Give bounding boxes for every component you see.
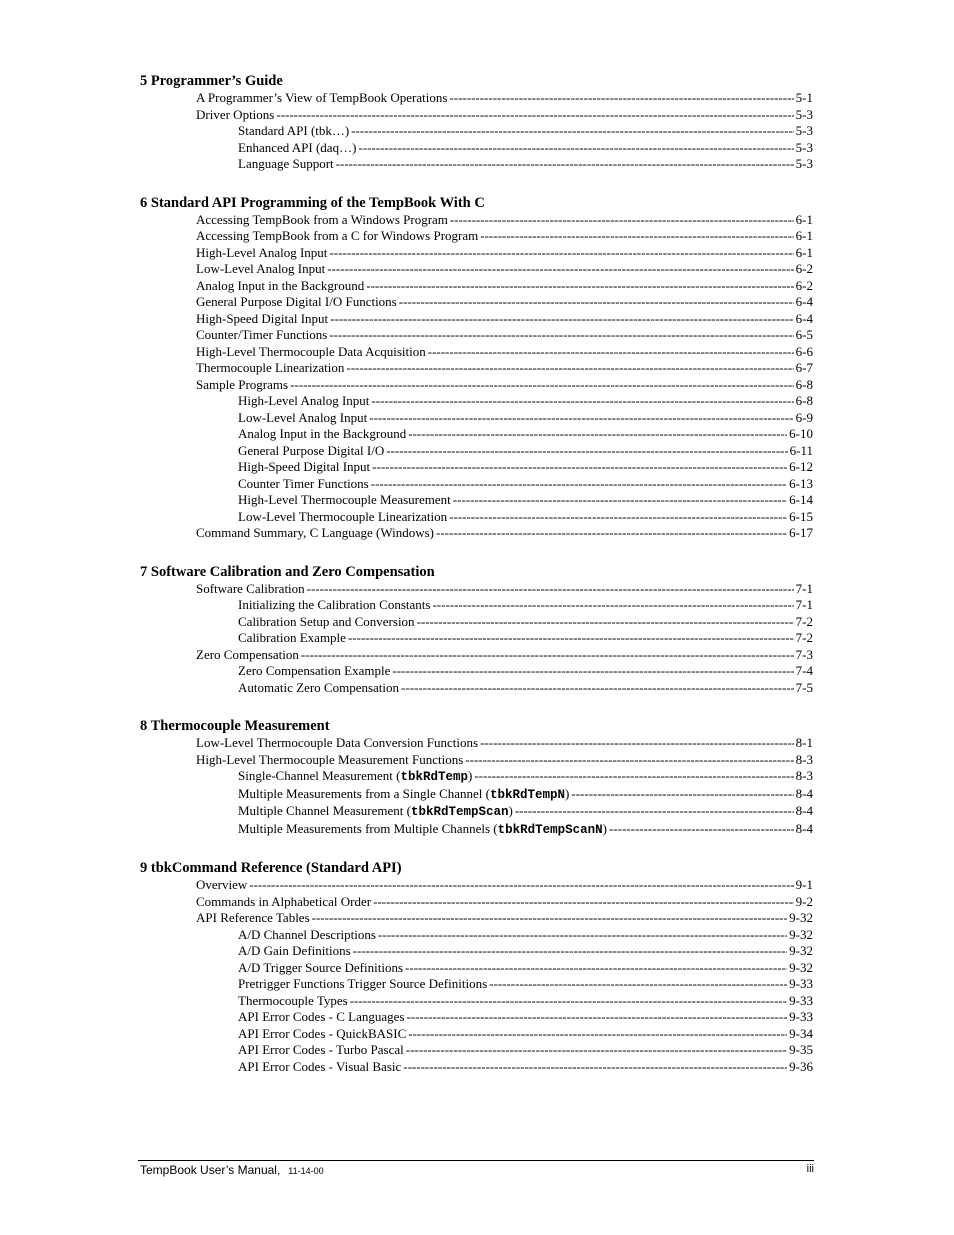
toc-entry-text: Single-Channel Measurement ( (238, 768, 401, 783)
toc-entry[interactable] (140, 1009, 813, 1026)
toc-page-number: 6-2 (795, 261, 813, 276)
toc-leader (449, 509, 787, 526)
toc-entry-text: High-Level Thermocouple Measurement Functions (196, 751, 464, 767)
toc-page-number: 6-8 (795, 376, 813, 392)
toc-entry-title (238, 614, 415, 631)
toc-entry-text-suffix: ) (467, 768, 473, 783)
toc-page-number: 9-32 (789, 943, 813, 958)
toc-page-number: 7-2 (795, 630, 813, 645)
toc-entry-title (238, 410, 367, 427)
toc-page-number: 9-32 (789, 910, 813, 925)
toc-leader (353, 943, 788, 960)
toc-entry[interactable] (140, 90, 813, 107)
footer-divider (138, 1160, 814, 1161)
toc-entry-text: Zero Compensation Example (238, 663, 391, 678)
toc-entry-text: Calibration Setup and Conversion (238, 613, 415, 629)
toc-entry-text: Commands in Alphabetical Order (196, 893, 372, 909)
toc-entry-text: High-Level Analog Input (238, 393, 370, 408)
toc-leader (350, 993, 787, 1010)
chapter-section (140, 860, 813, 1075)
chapter-section (140, 195, 813, 542)
toc-entry-title (238, 140, 356, 157)
toc-entry[interactable] (140, 156, 813, 173)
toc-page-number: 9-34 (789, 1025, 813, 1041)
toc-page-number: 6-7 (795, 360, 813, 375)
toc-entry[interactable] (140, 927, 813, 944)
toc-leader (474, 768, 793, 785)
toc-entry[interactable] (140, 993, 813, 1010)
toc-entry-function-name: tbkRdTemp (400, 770, 468, 784)
toc-entry-title (238, 1009, 404, 1026)
toc-leader (378, 927, 787, 944)
toc-page-number: 9-33 (789, 992, 813, 1008)
toc-page-number: 7-3 (795, 646, 813, 662)
toc-entry-text: API Error Codes - C Languages (238, 1009, 405, 1024)
toc-entry-text: Pretrigger Functions Trigger Source Definitions (238, 976, 488, 991)
toc-entry-text: API Error Codes - Visual Basic (238, 1058, 402, 1074)
toc-entry-text: A/D Channel Descriptions (238, 926, 376, 942)
toc-leader (312, 910, 788, 927)
toc-leader (408, 426, 787, 443)
chapter-section (140, 73, 813, 173)
toc-entry-title (196, 107, 274, 124)
toc-page-number: 6-17 (789, 525, 813, 540)
toc-entry-text: Counter Timer Functions (238, 475, 369, 491)
toc-entry[interactable] (140, 894, 813, 911)
chapter-title[interactable]: 5 Programmer’s Guide (140, 73, 283, 89)
toc-page-number: 8-4 (795, 820, 813, 836)
toc-leader (351, 123, 793, 140)
toc-page-number: 9-33 (789, 1009, 813, 1024)
toc-leader (453, 492, 787, 509)
toc-entry[interactable] (140, 786, 813, 804)
toc-entry-title (196, 877, 247, 894)
toc-entry[interactable] (140, 663, 813, 680)
toc-entry[interactable] (140, 509, 813, 526)
toc-page-number: 7-1 (795, 580, 813, 596)
toc-entry-text: Low-Level Analog Input (196, 261, 326, 276)
toc-leader (432, 597, 793, 614)
toc-entry-title (238, 492, 451, 509)
toc-entry-text: Command Summary, C Language (Windows) (196, 525, 435, 540)
toc-entry-title (238, 960, 403, 977)
toc-leader (348, 630, 794, 647)
toc-entry-title (196, 581, 305, 598)
toc-entry[interactable] (140, 680, 813, 697)
toc-page-number: 6-13 (789, 475, 813, 491)
toc-page-number: 7-5 (795, 679, 813, 695)
toc-entry-title (238, 123, 349, 140)
toc-page-number: 8-1 (795, 735, 813, 750)
toc-entry-title (196, 228, 478, 245)
toc-page-number: 6-5 (795, 327, 813, 342)
toc-page-number: 5-3 (795, 139, 813, 155)
toc-entry-function-name: tbkRdTempScanN (497, 822, 603, 837)
toc-leader (346, 360, 793, 377)
chapter-section (140, 564, 813, 697)
toc-entry[interactable] (140, 1059, 813, 1076)
toc-entry-title (238, 663, 390, 680)
toc-entry-title (238, 509, 447, 526)
toc-entry-title (238, 680, 399, 697)
toc-leader (373, 894, 794, 911)
toc-page-number: 6-4 (795, 310, 813, 326)
toc-page-number: 6-2 (795, 277, 813, 293)
toc-entry-title (196, 327, 327, 344)
toc-entry-title (238, 156, 334, 173)
toc-entry[interactable] (140, 393, 813, 410)
toc-page-number: 6-6 (795, 343, 813, 359)
toc-entry-text-suffix: ) (602, 820, 607, 836)
chapter-title[interactable]: 8 Thermocouple Measurement (140, 718, 330, 734)
toc-leader (366, 278, 793, 295)
toc-entry-text: Multiple Measurements from a Single Channel ( (238, 785, 491, 801)
toc-entry[interactable] (140, 943, 813, 960)
toc-page-number: 6-15 (789, 508, 813, 524)
toc-entry[interactable] (140, 140, 813, 157)
toc-entry-text: Automatic Zero Compensation (238, 679, 400, 695)
toc-entry-text: API Error Codes - QuickBASIC (238, 1025, 407, 1041)
toc-entry[interactable] (140, 976, 813, 993)
toc-page-number: 6-1 (795, 244, 813, 260)
toc-entry-title (196, 752, 463, 769)
toc-leader (336, 156, 794, 173)
toc-page-number: 6-10 (789, 426, 813, 441)
toc-entry-function-name: tbkRdTempScan (410, 805, 509, 819)
toc-entry-title (196, 311, 328, 328)
toc-entry-text: Low-Level Thermocouple Data Conversion Functions (196, 735, 479, 750)
toc-entry-text: Multiple Channel Measurement ( (238, 803, 411, 818)
toc-entry-text: Multiple Measurements from Multiple Channels ( (238, 820, 498, 836)
toc-page-number: 5-3 (795, 123, 813, 138)
toc-entry-title (238, 476, 369, 493)
toc-entry[interactable] (140, 597, 813, 614)
toc-entry-title (196, 894, 371, 911)
toc-entry-title (196, 212, 448, 229)
toc-entry-title (238, 943, 351, 960)
toc-page-number: 9-32 (789, 959, 813, 975)
toc-entry[interactable] (140, 821, 813, 839)
toc-leader (405, 960, 787, 977)
toc-leader (301, 647, 794, 664)
toc-entry[interactable] (140, 228, 813, 245)
toc-entry-title (238, 786, 569, 804)
toc-entry-title (238, 426, 406, 443)
toc-entry[interactable] (140, 311, 813, 328)
footer-manual-name: TempBook User’s Manual, (140, 1163, 281, 1177)
toc-entry-text: A/D Trigger Source Definitions (238, 959, 404, 975)
toc-leader (371, 476, 787, 493)
toc-leader (428, 344, 794, 361)
toc-leader (329, 327, 793, 344)
toc-page-number: 9-1 (795, 877, 813, 892)
toc-entry[interactable] (140, 525, 813, 542)
toc-page-number: 9-35 (789, 1042, 813, 1057)
toc-entry-title (238, 1042, 404, 1059)
toc-leader (386, 443, 787, 460)
toc-entry-text: Sample Programs (196, 376, 289, 392)
toc-entry[interactable] (140, 492, 813, 509)
toc-entry[interactable] (140, 735, 813, 752)
toc-entry-text: Enhanced API (daq…) (238, 139, 357, 155)
toc-leader (392, 663, 793, 680)
toc-entry[interactable] (140, 768, 813, 786)
toc-entry-text: Thermocouple Types (238, 992, 348, 1008)
toc-leader (399, 294, 794, 311)
toc-page-number: 8-4 (795, 803, 813, 818)
toc-leader (403, 1059, 787, 1076)
toc-page-number: 7-1 (795, 597, 813, 612)
toc-entry-text: High-Level Thermocouple Measurement (238, 492, 451, 507)
toc-entry-title (196, 735, 478, 752)
toc-entry[interactable] (140, 960, 813, 977)
toc-entry[interactable] (140, 212, 813, 229)
toc-leader (449, 90, 793, 107)
toc-entry-text: A/D Gain Definitions (238, 943, 351, 958)
toc-entry-title (238, 630, 346, 647)
toc-leader (609, 821, 794, 838)
toc-entry-text-suffix: ) (565, 785, 570, 801)
footer-date: 11-14-00 (288, 1166, 324, 1176)
table-of-contents (140, 73, 813, 1097)
toc-entry[interactable] (140, 877, 813, 894)
toc-entry-title (196, 278, 364, 295)
toc-entry-text: Thermocouple Linearization (196, 360, 345, 375)
toc-entry[interactable] (140, 327, 813, 344)
toc-entry-title (238, 821, 607, 839)
toc-entry-text: Software Calibration (196, 580, 305, 596)
toc-page-number: 6-14 (789, 492, 813, 507)
toc-entry[interactable] (140, 1042, 813, 1059)
toc-entry[interactable] (140, 1026, 813, 1043)
chapter-section (140, 718, 813, 838)
toc-entry-title (196, 261, 325, 278)
toc-leader (571, 786, 793, 803)
toc-entry-text: Driver Options (196, 106, 275, 122)
toc-entry-title (238, 597, 430, 614)
toc-leader (401, 680, 794, 697)
toc-entry[interactable] (140, 630, 813, 647)
toc-page-number: 9-32 (789, 926, 813, 942)
toc-entry-text: API Reference Tables (196, 910, 310, 925)
chapter-title[interactable]: 7 Software Calibration and Zero Compensation (140, 563, 435, 580)
chapter-title[interactable]: 9 tbkCommand Reference (Standard API) (140, 860, 402, 876)
toc-entry[interactable] (140, 459, 813, 476)
footer-manual-title (140, 1163, 324, 1177)
toc-entry-title (238, 443, 384, 460)
toc-page-number: 7-4 (795, 663, 813, 678)
toc-entry-text: Accessing TempBook from a C for Windows Program (196, 228, 479, 243)
toc-page-number: 8-3 (795, 751, 813, 767)
toc-entry-text: Zero Compensation (196, 646, 299, 662)
toc-leader (489, 976, 787, 993)
toc-entry-title (238, 393, 369, 410)
toc-page-number: 7-2 (795, 613, 813, 629)
toc-leader (480, 228, 793, 245)
toc-entry-title (196, 910, 310, 927)
toc-page-number: 6-4 (795, 294, 813, 309)
toc-page-number: 9-33 (789, 976, 813, 991)
toc-entry-text: Analog Input in the Background (238, 426, 407, 441)
toc-page-number: 6-12 (789, 459, 813, 474)
toc-entry-title (196, 90, 447, 107)
toc-entry-text: Language Support (238, 156, 334, 171)
chapter-title[interactable]: 6 Standard API Programming of the TempBook With C (140, 194, 485, 211)
toc-leader (408, 1026, 787, 1043)
toc-entry-text: Overview (196, 877, 248, 892)
toc-leader (329, 245, 793, 262)
toc-entry[interactable] (140, 752, 813, 769)
footer-page-number: iii (806, 1163, 814, 1175)
toc-leader (330, 311, 794, 328)
toc-leader (465, 752, 793, 769)
toc-page-number: 8-4 (795, 785, 813, 801)
toc-entry-text: Low-Level Thermocouple Linearization (238, 508, 448, 524)
toc-entry-function-name: tbkRdTempN (490, 787, 566, 802)
toc-entry[interactable] (140, 803, 813, 821)
toc-leader (249, 877, 793, 894)
toc-entry[interactable] (140, 107, 813, 124)
toc-entry-title (238, 768, 472, 786)
toc-entry-title (238, 1059, 401, 1076)
toc-leader (290, 377, 794, 394)
toc-entry-text: API Error Codes - Turbo Pascal (238, 1042, 404, 1057)
toc-entry-title (238, 993, 348, 1010)
toc-page-number: 5-1 (795, 90, 813, 105)
toc-leader (417, 614, 794, 631)
toc-entry-text: Standard API (tbk…) (238, 123, 350, 138)
toc-entry[interactable] (140, 647, 813, 664)
toc-entry-title (238, 459, 370, 476)
toc-entry-text: High-Speed Digital Input (196, 310, 329, 326)
toc-entry-text: Counter/Timer Functions (196, 327, 328, 342)
toc-entry[interactable] (140, 476, 813, 493)
toc-leader (358, 140, 793, 157)
toc-entry-text: Low-Level Analog Input (238, 409, 368, 425)
toc-entry-text: General Purpose Digital I/O (238, 442, 385, 458)
toc-leader (307, 581, 794, 598)
toc-leader (406, 1009, 787, 1026)
toc-entry-title (196, 647, 299, 664)
toc-page-number: 6-9 (795, 409, 813, 425)
toc-page-number: 6-11 (789, 442, 813, 458)
toc-leader (515, 803, 794, 820)
toc-entry[interactable] (140, 614, 813, 631)
toc-entry-text: High-Level Analog Input (196, 244, 328, 260)
toc-entry-title (238, 927, 376, 944)
toc-page-number: 8-3 (795, 768, 813, 783)
toc-leader (371, 393, 793, 410)
toc-leader (327, 261, 793, 278)
toc-entry[interactable] (140, 443, 813, 460)
toc-entry-text: Calibration Example (238, 630, 346, 645)
toc-entry-text: Analog Input in the Background (196, 277, 365, 293)
toc-entry[interactable] (140, 123, 813, 140)
toc-leader (406, 1042, 787, 1059)
toc-entry[interactable] (140, 426, 813, 443)
toc-leader (450, 212, 794, 229)
toc-entry[interactable] (140, 910, 813, 927)
toc-entry-title (238, 803, 513, 821)
toc-entry-title (196, 245, 327, 262)
toc-entry[interactable] (140, 294, 813, 311)
toc-entry-title (238, 976, 487, 993)
toc-entry-title (196, 525, 434, 542)
toc-page-number: 9-2 (795, 893, 813, 909)
toc-page-number: 5-3 (795, 156, 813, 171)
toc-entry[interactable] (140, 278, 813, 295)
toc-leader (372, 459, 787, 476)
toc-leader (436, 525, 787, 542)
toc-entry[interactable] (140, 410, 813, 427)
toc-entry-text: A Programmer’s View of TempBook Operations (196, 90, 448, 105)
toc-entry[interactable] (140, 360, 813, 377)
toc-page-number: 9-36 (789, 1058, 813, 1074)
toc-entry-text: Initializing the Calibration Constants (238, 597, 431, 612)
toc-entry-title (196, 344, 426, 361)
toc-entry[interactable] (140, 245, 813, 262)
toc-leader (369, 410, 793, 427)
toc-page-number: 5-3 (795, 106, 813, 122)
toc-entry-title (196, 294, 397, 311)
toc-entry-text: High-Speed Digital Input (238, 459, 371, 474)
toc-entry-text: Accessing TempBook from a Windows Program (196, 211, 448, 227)
toc-leader (480, 735, 794, 752)
toc-entry[interactable] (140, 581, 813, 598)
toc-entry-title (238, 1026, 406, 1043)
toc-page-number: 6-1 (795, 211, 813, 227)
toc-leader (276, 107, 793, 124)
toc-page-number: 6-8 (795, 393, 813, 408)
toc-entry[interactable] (140, 344, 813, 361)
toc-entry-title (196, 360, 344, 377)
toc-entry[interactable] (140, 261, 813, 278)
toc-entry-text: General Purpose Digital I/O Functions (196, 294, 397, 309)
toc-page-number: 6-1 (795, 228, 813, 243)
toc-entry-text-suffix: ) (508, 803, 513, 818)
toc-entry-title (196, 377, 288, 394)
toc-entry-text: High-Level Thermocouple Data Acquisition (196, 343, 426, 359)
toc-entry[interactable] (140, 377, 813, 394)
